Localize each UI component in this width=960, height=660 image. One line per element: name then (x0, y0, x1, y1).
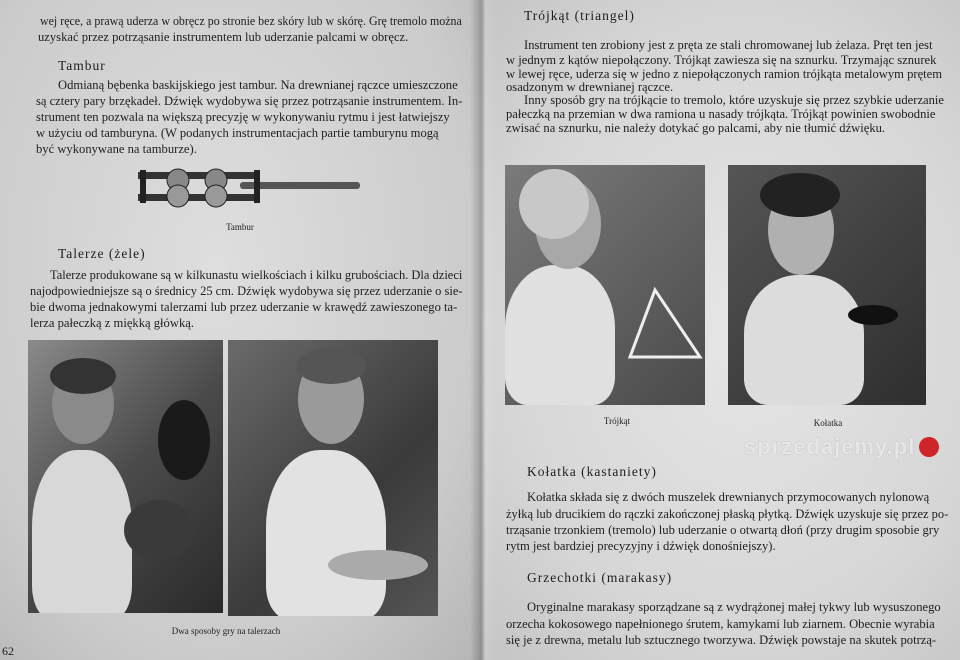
tambur-line: w użyciu od tamburyna. (W podanych instrumentacjach partie tamburynu mogą (36, 126, 439, 140)
talerze-line: lerza pałeczką z miękką główką. (30, 316, 194, 330)
trojkat-line: Instrument ten zrobiony jest z pręta ze stali chromowanej lub żelaza. Pręt ten jest (524, 38, 933, 52)
talerze-caption: Dwa sposoby gry na talerzach (171, 626, 281, 636)
book-gutter (470, 0, 496, 660)
trojkat-line: zwisać na sznurku, nie należy dotykać go palcami, aby nie tłumić dźwięku. (506, 121, 886, 135)
watermark: sprzedajemy.pl (744, 434, 916, 459)
tambur-line: strument ten pozwala na większą precyzję w wykonywaniu rytmu i jest łatwiejszy (36, 110, 450, 124)
page-number: 62 (2, 644, 14, 658)
photo-girl-triangle (505, 165, 705, 405)
kolatka-line: Kołatka składa się z dwóch muszelek drewnianych przymocowanych nylonową (527, 490, 930, 504)
intro-line: uzyskać przez potrząsanie instrumentem lub uderzanie palcami w obręcz. (38, 30, 409, 44)
watermark-group (744, 434, 939, 460)
kolatka-line: trząsanie trzonkiem (tremolo) lub uderzanie o otwartą dłoń (przy drugim sposobie gry (506, 523, 940, 537)
trojkat-line: Inny sposób gry na trójkącie to tremolo, które uzyskuje się przez szybkie uderzanie (524, 93, 945, 107)
grzechotki-line: Oryginalne marakasy sporządzane są z wydrążonej małej tykwy lub wysuszonego (527, 600, 941, 614)
tambur-line: Odmianą bębenka baskijskiego jest tambur. Na drewnianej rączce umieszczone (58, 78, 458, 92)
talerze-line: Talerze produkowane są w kilkunastu wielkościach i kilku grubościach. Dla dzieci (50, 268, 463, 282)
tambur-line: są cztery pary brzękadeł. Dźwięk wydobywa się przez potrząsanie instrumentem. In- (36, 94, 463, 108)
tambur-illustration (130, 160, 362, 215)
trojkat-line: w jednym z kątów niepołączony. Trójkąt zawiesza się na sznurku. Trzymając sznurek (506, 53, 937, 67)
talerze-heading: Talerze (żele) (58, 246, 146, 261)
tambur-line: być wykonywane na tamburze). (36, 142, 197, 156)
grzechotki-heading: Grzechotki (marakasy) (527, 570, 673, 585)
grzechotki-line: się je z drewna, metalu lub sztucznego tworzywa. Dźwięk powstaje na skutek potrzą- (506, 633, 937, 647)
right-page (482, 0, 960, 660)
kolatka-line: żyłką lub drucikiem do rączki zakończonej płaską płytką. Dźwięk uzyskuje się przez po- (506, 507, 949, 521)
kolatka-heading: Kołatka (kastaniety) (527, 464, 657, 479)
trojkat-line: osadzonym w drewnianej rączce. (506, 80, 674, 94)
tambur-heading: Tambur (58, 58, 106, 73)
talerze-line: bie dwoma jednakowymi talerzami lub przez uderzanie w krawędź zawieszonego ta- (30, 300, 458, 314)
trojkat-heading: Trójkąt (triangel) (524, 8, 635, 23)
watermark-badge-icon (919, 437, 939, 457)
kolatka-line: rytm jest bardziej precyzyjny i dźwięk donośniejszy). (506, 539, 776, 553)
photo-girl-castanets (728, 165, 926, 405)
grzechotki-line: orzecha kokosowego napełnionego śrutem, kamykami lub ziarnem. Obecnie wyrabia (506, 617, 935, 631)
talerze-line: najodpowiedniejsze są o średnicy 25 cm. Dźwięk wydobywa się przez uderzanie o sie- (30, 284, 463, 298)
trojkat-line: w lewej ręce, uderza się w jedno z niepołączonych ramion trójkąta metalowym prętem (506, 67, 943, 81)
trojkat-caption: Trójkąt (603, 416, 631, 426)
photo-boy-cymbals-clash (28, 340, 223, 613)
photo-boy-cymbal-stick (228, 340, 438, 616)
tambur-caption: Tambur (226, 222, 254, 232)
intro-line: wej ręce, a prawą uderza w obręcz po stronie bez skóry lub w skórę. Grę tremolo można (40, 14, 462, 28)
kolatka-caption: Kołatka (813, 418, 843, 428)
trojkat-line: pałeczką na przemian w dwa ramiona u nasady trójkąta. Trójkąt powinien swobodnie (506, 107, 936, 121)
